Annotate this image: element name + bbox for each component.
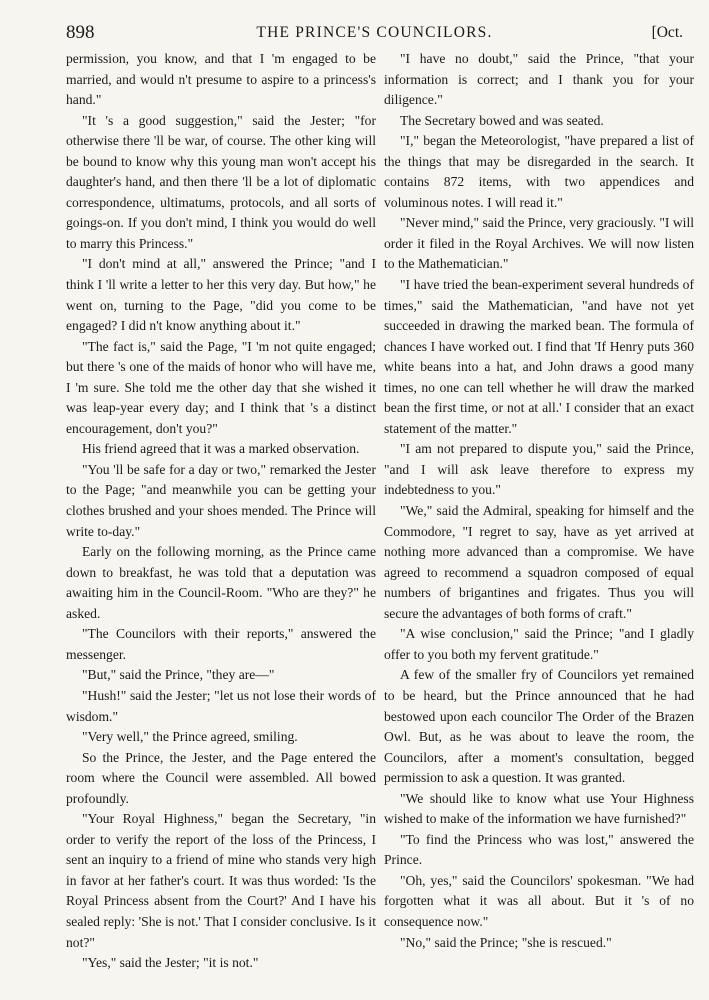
paragraph: "I have no doubt," said the Prince, "that your information is correct; and I thank you for your diligence." — [384, 51, 694, 108]
paragraph: His friend agreed that it was a marked observation. — [82, 441, 360, 457]
paragraph: "Oh, yes," said the Councilors' spokesman. "We had forgotten what it was all about. But it 's of no consequence now." — [384, 872, 694, 929]
paragraph: "I," began the Meteorologist, "have prepared a list of the things that may be disregarded in the search. It contains 872 items, with two appendices and voluminous notes. I will read it." — [384, 133, 694, 210]
paragraph: A few of the smaller fry of Councilors yet remained to be heard, but the Prince announced that he had bestowed upon each councilor The Order of the Brazen Owl. But, as he was about to leave the room, the Councilors, after a moment's consultation, begged permission to ask a question. It was granted. — [384, 667, 694, 786]
paragraph: "The Councilors with their reports," answered the messenger. — [66, 626, 376, 662]
running-header — [66, 22, 683, 48]
paragraph: permission, you know, and that I 'm engaged to be married, and would n't presume to aspire to a princess's hand." — [66, 51, 376, 108]
paragraph: "But," said the Prince, "they are—" — [82, 667, 275, 683]
paragraph: "To find the Princess who was lost," answered the Prince. — [384, 831, 694, 868]
paragraph: "I don't mind at all," answered the Prince; "and I think I 'll write a letter to her this very day. But how," he went on, turning to the Page, "did you come to be engaged? I did n't know anything about it." — [66, 256, 376, 334]
paragraph: "Very well," the Prince agreed, smiling. — [82, 729, 298, 745]
running-month: [Oct. — [651, 24, 683, 41]
paragraph: "I am not prepared to dispute you," said the Prince, "and I will ask leave therefore to express my indebtedness to you." — [384, 441, 694, 498]
paragraph: "A wise conclusion," said the Prince; "and I gladly offer to you both my fervent gratitude." — [384, 626, 694, 662]
right-column — [384, 49, 694, 953]
paragraph: "The fact is," said the Page, "I 'm not quite engaged; but there 's one of the maids of honor who will have me, I 'm sure. She told me the other day that she wished it was leap-year every day; and I think that 's a distinct encouragement, don't you?" — [66, 338, 376, 436]
left-column — [66, 49, 376, 974]
paragraph: "We," said the Admiral, speaking for himself and the Commodore, "I regret to say, have as yet arrived at nothing more advanced than a compromise. We have agreed to recommend a squadron composed of equal numbers of brigantines and frigates. Thus you will secure the advantages of both forms of craft." — [384, 503, 694, 621]
paragraph: "Yes," said the Jester; "it is not." — [82, 955, 259, 971]
page-number: 898 — [66, 22, 95, 43]
running-title: THE PRINCE'S COUNCILORS. — [256, 24, 493, 41]
paragraph: So the Prince, the Jester, and the Page entered the room where the Council were assembled. All bowed profoundly. — [66, 749, 376, 806]
paragraph: Early on the following morning, as the Prince came down to breakfast, he was told that a deputation was awaiting him in the Council-Room. "Who are they?" he asked. — [66, 544, 376, 621]
paragraph: The Secretary bowed and was seated. — [400, 112, 604, 128]
paragraph: "Your Royal Highness," began the Secretary, "in order to verify the report of the loss of the Princess, I sent an inquiry to a friend of mine who stands very high in favor at her father's court. It was thus worded: 'Is the Royal Princess absent from the Court?' And I have his sealed reply: 'She is not.' That I consider conclusive. Is it not?" — [66, 811, 376, 950]
paragraph: "I have tried the bean-experiment several hundreds of times," said the Mathematician, "and have not yet succeeded in drawing the marked bean. The formula of chances I have worked out. I find that 'If Henry puts 360 white beans into a hat, and John draws a good many times, no one can tell whether he will draw the marked bean the first time, or not at all.' I consider that an exact statement of the matter." — [384, 277, 694, 436]
paragraph: "We should like to know what use Your Highness wished to make of the information we have furnished?" — [384, 790, 694, 827]
paragraph: "No," said the Prince; "she is rescued." — [400, 934, 612, 950]
paragraph: "You 'll be safe for a day or two," remarked the Jester to the Page; "and meanwhile you can be getting your clothes brushed and your shoes mended. The Prince will write to-day." — [66, 461, 376, 539]
paragraph: "Hush!" said the Jester; "let us not lose their words of wisdom." — [66, 687, 376, 724]
paragraph: "Never mind," said the Prince, very graciously. "I will order it filed in the Royal Archives. We will now listen to the Mathematician." — [384, 215, 694, 272]
paragraph: "It 's a good suggestion," said the Jester; "for otherwise there 'll be war, of course. The other king will be bound to know why this young man won't accept his daughter's hand, and then there 'll be a lot of diplomatic correspondence, ultimatums, protocols, and all sorts of goings-on. If you don't mind, I think you would do well to marry this Princess." — [66, 112, 376, 251]
